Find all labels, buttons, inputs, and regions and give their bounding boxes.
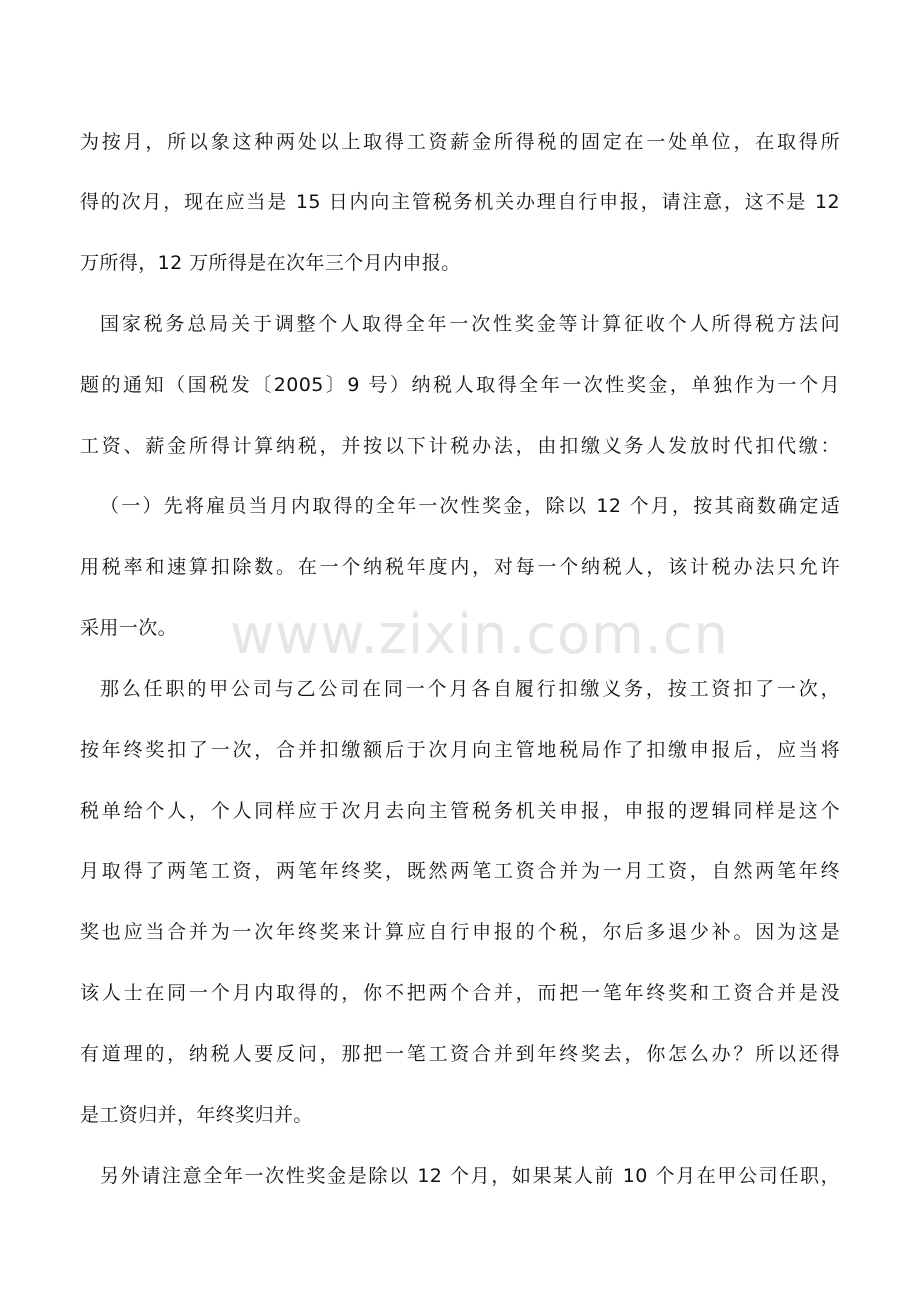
text-line: 税单给个人，个人同样应于次月去向主管税务机关申报，申报的逻辑同样是这个 bbox=[80, 800, 840, 822]
text-line: 奖也应当合并为一次年终奖来计算应自行申报的个税，尔后多退少补。因为这是 bbox=[80, 921, 840, 943]
text-line: 万所得，12 万所得是在次年三个月内申报。 bbox=[80, 252, 461, 274]
text-line: 得的次月，现在应当是 15 日内向主管税务机关办理自行申报，请注意，这不是 12 bbox=[80, 191, 840, 213]
text-line: 另外请注意全年一次性奖金是除以 12 个月，如果某人前 10 个月在甲公司任职， bbox=[100, 1165, 840, 1187]
text-line: （一）先将雇员当月内取得的全年一次性奖金，除以 12 个月，按其商数确定适 bbox=[100, 495, 840, 517]
text-line: 工资、薪金所得计算纳税，并按以下计税办法，由扣缴义务人发放时代扣代缴： bbox=[80, 435, 840, 457]
text-line: 有道理的，纳税人要反问，那把一笔工资合并到年终奖去，你怎么办？所以还得 bbox=[80, 1043, 840, 1065]
text-line: 那么任职的甲公司与乙公司在同一个月各自履行扣缴义务，按工资扣了一次， bbox=[100, 678, 840, 700]
text-line: 采用一次。 bbox=[80, 617, 178, 639]
text-line: 国家税务总局关于调整个人取得全年一次性奖金等计算征收个人所得税方法问 bbox=[100, 313, 840, 335]
text-line: 为按月，所以象这种两处以上取得工资薪金所得税的固定在一处单位，在取得所 bbox=[80, 131, 840, 153]
text-line: 是工资归并，年终奖归并。 bbox=[80, 1104, 313, 1126]
text-line: 用税率和速算扣除数。在一个纳税年度内，对每一个纳税人，该计税办法只允许 bbox=[80, 556, 840, 578]
text-line: 题的通知（国税发〔2005〕9 号）纳税人取得全年一次性奖金，单独作为一个月 bbox=[80, 374, 840, 396]
watermark: www.zixin.com.cn bbox=[230, 603, 729, 666]
text-line: 该人士在同一个月内取得的，你不把两个合并，而把一笔年终奖和工资合并是没 bbox=[80, 982, 840, 1004]
text-line: 月取得了两笔工资，两笔年终奖，既然两笔工资合并为一月工资，自然两笔年终 bbox=[80, 860, 840, 882]
text-line: 按年终奖扣了一次，合并扣缴额后于次月向主管地税局作了扣缴申报后，应当将 bbox=[80, 739, 840, 761]
